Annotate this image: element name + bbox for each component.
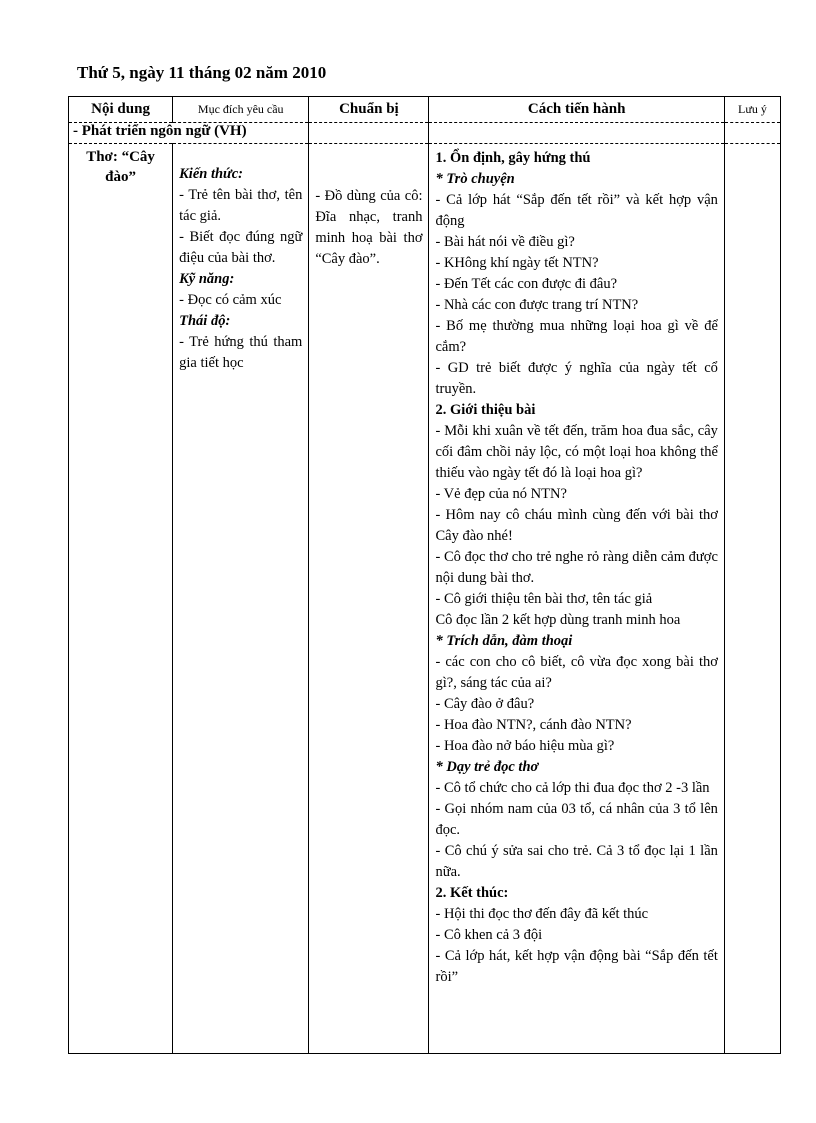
step-item: Cô đọc lần 2 kết hợp dùng tranh minh hoa <box>435 612 681 628</box>
lesson-plan-table <box>68 96 781 1054</box>
goal-item: - Trẻ hứng thú tham gia tiết học <box>179 334 303 371</box>
step-item: - Gọi nhóm nam của 03 tổ, cá nhân của 3 tổ lên đọc. <box>435 801 718 838</box>
kien-thuc-heading: Kiến thức: <box>179 166 244 182</box>
step-item: - Cô chú ý sửa sai cho trẻ. Cả 3 tổ đọc lại 1 lần nữa. <box>435 843 718 880</box>
step-item: - Hôm nay cô cháu mình cùng đến với bài thơ Cây đào nhé! <box>435 507 718 544</box>
step-item: - Cả lớp hát “Sắp đến tết rồi” và kết hợp vận động <box>435 192 718 229</box>
table-header-row <box>69 97 781 123</box>
header-luu-y: Lưu ý <box>724 97 780 123</box>
notes-cell <box>724 144 780 1054</box>
page-title: Thứ 5, ngày 11 tháng 02 năm 2010 <box>77 63 327 82</box>
step-heading: 2. Kết thúc: <box>435 885 509 901</box>
goals-content <box>173 144 308 374</box>
step-item: - Cô tổ chức cho cả lớp thi đua đọc thơ 2 -3 lần <box>435 780 710 796</box>
lesson-row <box>69 144 781 1054</box>
goals-cell <box>173 144 309 1054</box>
step-subheading: * Trò chuyện <box>435 171 515 187</box>
step-item: - Cả lớp hát, kết hợp vận động bài “Sắp đến tết rồi” <box>435 948 718 985</box>
step-item: - Cô giới thiệu tên bài thơ, tên tác giả <box>435 591 653 607</box>
step-list-3 <box>435 652 717 757</box>
section-title: - Phát triển ngôn ngữ (VH) <box>73 123 247 139</box>
goal-item: - Trẻ tên bài thơ, tên tác giả. <box>179 187 303 224</box>
step-item: - Hội thi đọc thơ đến đây đã kết thúc <box>435 906 649 922</box>
step-subheading: * Dạy trẻ đọc thơ <box>435 759 539 775</box>
step-item: - GD trẻ biết được ý nghĩa của ngày tết cổ truyền. <box>435 360 718 397</box>
steps-content <box>429 144 723 988</box>
section-empty-cell-4 <box>429 123 724 144</box>
step-list-1 <box>435 190 717 400</box>
header-chuan-bi: Chuẩn bị <box>309 97 429 123</box>
step-item: - các con cho cô biết, cô vừa đọc xong bài thơ gì?, sáng tác của ai? <box>435 654 718 691</box>
step-item: - Đến Tết các con được đi đâu? <box>435 276 618 292</box>
preparation-cell <box>309 144 429 1054</box>
step-item: - Bài hát nói về điều gì? <box>435 234 575 250</box>
section-cell <box>69 123 309 144</box>
subject-cell <box>69 144 173 1054</box>
header-noi-dung: Nội dung <box>69 97 173 123</box>
step-list-2 <box>435 421 717 631</box>
section-empty-cell-3 <box>309 123 429 144</box>
step-list-4 <box>435 778 717 883</box>
preparation-text: - Đồ dùng của cô: Đĩa nhạc, tranh minh hoạ bài thơ “Cây đào”. <box>315 188 423 267</box>
step-item: - KHông khí ngày tết NTN? <box>435 255 599 271</box>
step-heading: 1. Ổn định, gây hứng thú <box>435 150 591 166</box>
ky-nang-heading: Kỹ năng: <box>179 271 235 287</box>
step-subheading: * Trích dẫn, đàm thoại <box>435 633 573 649</box>
section-row <box>69 123 781 144</box>
header-cach-tien-hanh: Cách tiến hành <box>429 97 724 123</box>
header-muc-dich: Mục đích yêu cầu <box>173 97 309 123</box>
step-item: - Bố mẹ thường mua những loại hoa gì về để cắm? <box>435 318 718 355</box>
subject-title: Thơ: “Cây đào” <box>86 149 155 185</box>
step-heading: 2. Giới thiệu bài <box>435 402 536 418</box>
step-item: - Cô đọc thơ cho trẻ nghe rỏ ràng diễn cảm được nội dung bài thơ. <box>435 549 718 586</box>
step-item: - Hoa đào NTN?, cánh đào NTN? <box>435 717 632 733</box>
goal-item: - Biết đọc đúng ngữ điệu của bài thơ. <box>179 229 303 266</box>
step-item: - Mỗi khi xuân về tết đến, trăm hoa đua sắc, cây cối đâm chồi nảy lộc, có một loại hoa không thể thiếu vào ngày tết đó là loại hoa gì? <box>435 423 718 481</box>
step-item: - Cây đào ở đâu? <box>435 696 535 712</box>
step-list-5 <box>435 904 717 988</box>
section-empty-cell-5 <box>724 123 780 144</box>
step-item: - Hoa đào nở báo hiệu mùa gì? <box>435 738 615 754</box>
steps-cell <box>429 144 724 1054</box>
goal-item: - Đọc có cảm xúc <box>179 292 282 308</box>
step-item: - Vẻ đẹp của nó NTN? <box>435 486 567 502</box>
step-item: - Nhà các con được trang trí NTN? <box>435 297 639 313</box>
thai-do-heading: Thái độ: <box>179 313 231 329</box>
step-item: - Cô khen cả 3 đội <box>435 927 543 943</box>
